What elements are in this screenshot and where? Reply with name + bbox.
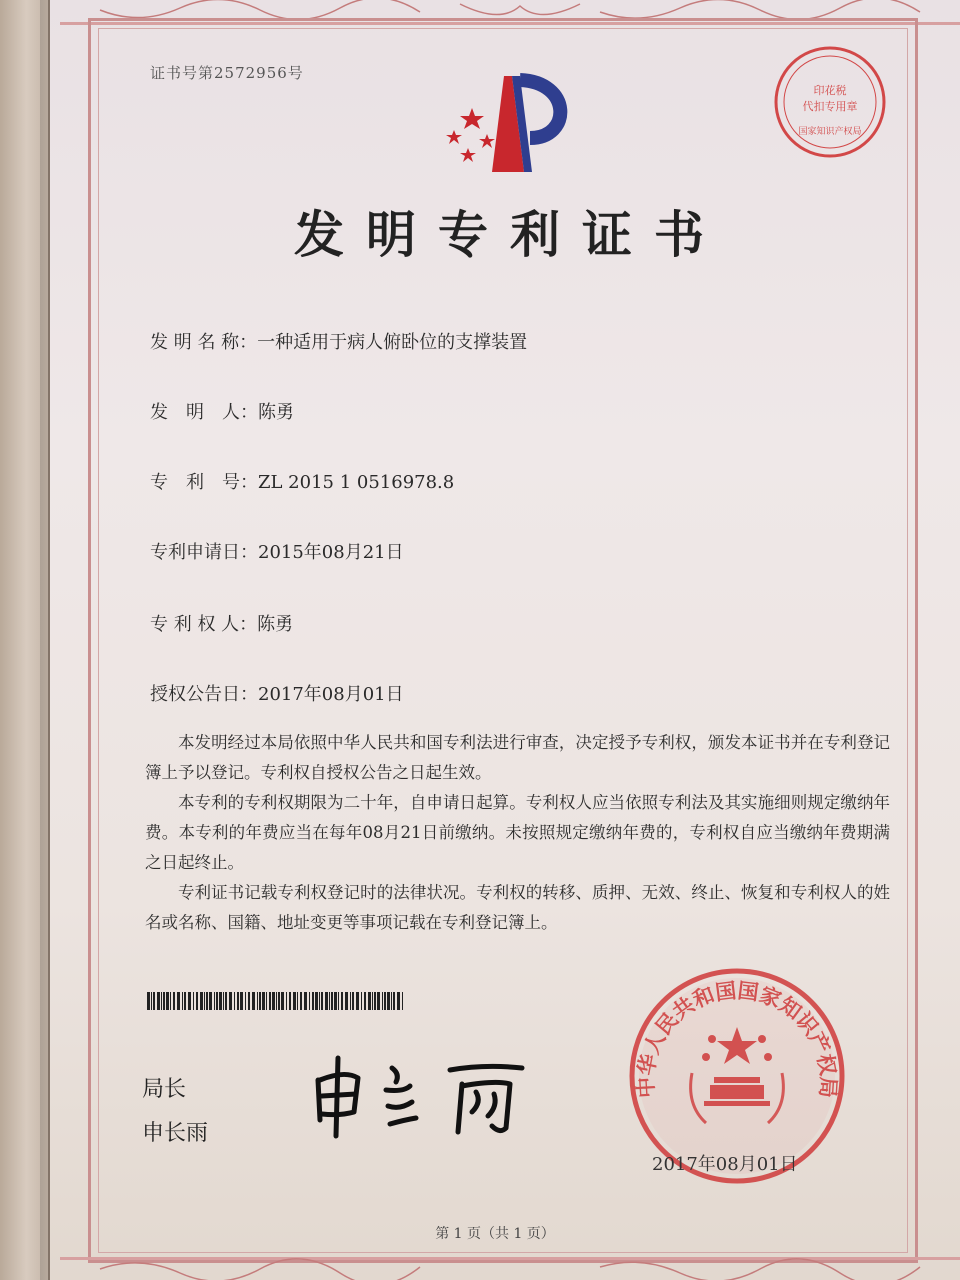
barcode-bar [163, 992, 165, 1010]
barcode-bar [402, 992, 403, 1010]
barcode-bar [248, 992, 250, 1010]
barcode-bar [200, 992, 203, 1010]
barcode-bar [334, 992, 337, 1010]
barcode-bar [182, 992, 183, 1010]
barcode-bar [341, 992, 343, 1010]
barcode-bar [157, 992, 160, 1010]
barcode-bar [196, 992, 198, 1010]
body-paragraph: 本发明经过本局依照中华人民共和国专利法进行审查，决定授予专利权，颁发本证书并在专利登记簿上予以登记。专利权自授权公告之日起生效。 [145, 733, 890, 782]
tax-stamp [770, 42, 890, 162]
barcode-bar [331, 992, 333, 1010]
barcode-bar [216, 992, 218, 1010]
barcode-bar [262, 992, 265, 1010]
seal-text: 中华人民共和国国家知识产权局 [633, 978, 841, 1099]
barcode-bar [234, 992, 235, 1010]
svg-text:印花税: 印花税 [813, 84, 847, 97]
barcode-bar [151, 992, 152, 1010]
field-application-date [150, 538, 404, 564]
barcode-bar [393, 992, 395, 1010]
field-value: 2017年08月01日 [258, 684, 404, 705]
field-label: 发 明 名 称： [150, 332, 258, 353]
barcode-bar [293, 992, 296, 1010]
barcode-bar [345, 992, 348, 1010]
barcode-bar [266, 992, 267, 1010]
barcode-bar [161, 992, 162, 1010]
barcode-bar [209, 992, 212, 1010]
field-value: 一种适用于病人俯卧位的支撑装置 [257, 332, 528, 353]
barcode-bar [319, 992, 320, 1010]
field-invention-name [150, 328, 527, 354]
barcode-bar [372, 992, 373, 1010]
barcode-bar [361, 992, 362, 1010]
barcode-bar [188, 992, 191, 1010]
barcode-bar [229, 992, 232, 1010]
barcode-bar [356, 992, 359, 1010]
field-value: 陈勇 [258, 402, 294, 423]
barcode-bar [312, 992, 314, 1010]
barcode-bar [245, 992, 246, 1010]
barcode-bar [384, 992, 386, 1010]
barcode-bar [377, 992, 380, 1010]
certificate-number: 证书号第2572956号 [150, 64, 304, 82]
field-label: 专 利 权 人： [150, 614, 258, 635]
barcode-bar [382, 992, 383, 1010]
field-label: 专 利 号： [150, 472, 258, 493]
barcode-bar [177, 992, 180, 1010]
barcode-bar [237, 992, 239, 1010]
barcode-bar [374, 992, 376, 1010]
patent-office-logo-icon [432, 68, 582, 178]
barcode-bar [225, 992, 227, 1010]
barcode-bar [281, 992, 284, 1010]
barcode-bar [173, 992, 175, 1010]
issue-date: 2017年08月01日 [652, 1154, 798, 1175]
barcode-bar [315, 992, 318, 1010]
barcode-bar [219, 992, 222, 1010]
barcode-bar [214, 992, 215, 1010]
barcode-bar [257, 992, 258, 1010]
field-patent-number [150, 468, 454, 494]
barcode-bar [269, 992, 271, 1010]
barcode-bar [368, 992, 371, 1010]
barcode-bar [193, 992, 194, 1010]
barcode-bar [289, 992, 291, 1010]
field-value: 陈勇 [257, 614, 294, 635]
field-label: 发 明 人： [150, 402, 258, 423]
svg-text:代扣专用章: 代扣专用章 [802, 100, 858, 113]
barcode-bar [240, 992, 243, 1010]
barcode-bar [329, 992, 330, 1010]
barcode-bar [278, 992, 280, 1010]
bottom-ornament [60, 1255, 960, 1280]
certificate-title: 发明专利证书 [294, 205, 726, 264]
barcode-bar [166, 992, 169, 1010]
field-inventor [150, 398, 294, 424]
field-label: 专利申请日： [150, 542, 258, 563]
barcode-bar [147, 992, 150, 1010]
barcode-bar [387, 992, 390, 1010]
barcode-bar [309, 992, 310, 1010]
director-name: 申长雨 [142, 1121, 209, 1146]
director-signature [300, 1040, 540, 1140]
page-footer: 第 1 页（共 1 页） [435, 1226, 555, 1242]
field-grant-date [150, 680, 404, 706]
field-value: 2015年08月21日 [258, 542, 404, 563]
body-paragraph: 专利证书记载专利权登记时的法律状况。专利权的转移、质押、无效、终止、恢复和专利权人的姓名或名称、国籍、地址变更等事项记载在专利登记簿上。 [145, 883, 890, 932]
barcode-bar [352, 992, 354, 1010]
barcode-bar [153, 992, 155, 1010]
barcode-bar [325, 992, 328, 1010]
svg-text:国家知识产权局: 国家知识产权局 [798, 127, 862, 137]
field-label: 授权公告日： [150, 684, 258, 705]
barcode-bar [184, 992, 186, 1010]
barcode-bar [297, 992, 298, 1010]
barcode-bar [304, 992, 307, 1010]
field-value: ZL 2015 1 0516978.8 [258, 472, 455, 493]
field-patentee [150, 610, 293, 636]
barcode-bar [338, 992, 339, 1010]
body-paragraph: 本专利的专利权期限为二十年，自申请日起算。专利权人应当依照专利法及其实施细则规定缴纳年费。本专利的年费应当在每年08月21日前缴纳。未按照规定缴纳年费的，专利权自应当缴纳年费期满之日起终止。 [145, 793, 890, 872]
barcode-bar [223, 992, 224, 1010]
barcode-bar [272, 992, 275, 1010]
barcode-bar [300, 992, 302, 1010]
certificate-body [145, 728, 890, 938]
barcode-bar [204, 992, 205, 1010]
barcode-bar [350, 992, 351, 1010]
barcode-bar [321, 992, 323, 1010]
director-title: 局长 [142, 1077, 187, 1102]
barcode-bar [206, 992, 208, 1010]
barcode-bar [364, 992, 366, 1010]
barcode-bar [252, 992, 255, 1010]
barcode [147, 992, 409, 1010]
barcode-bar [391, 992, 392, 1010]
barcode-bar [259, 992, 261, 1010]
barcode-bar [397, 992, 400, 1010]
barcode-bar [286, 992, 287, 1010]
barcode-bar [170, 992, 171, 1010]
barcode-bar [276, 992, 277, 1010]
